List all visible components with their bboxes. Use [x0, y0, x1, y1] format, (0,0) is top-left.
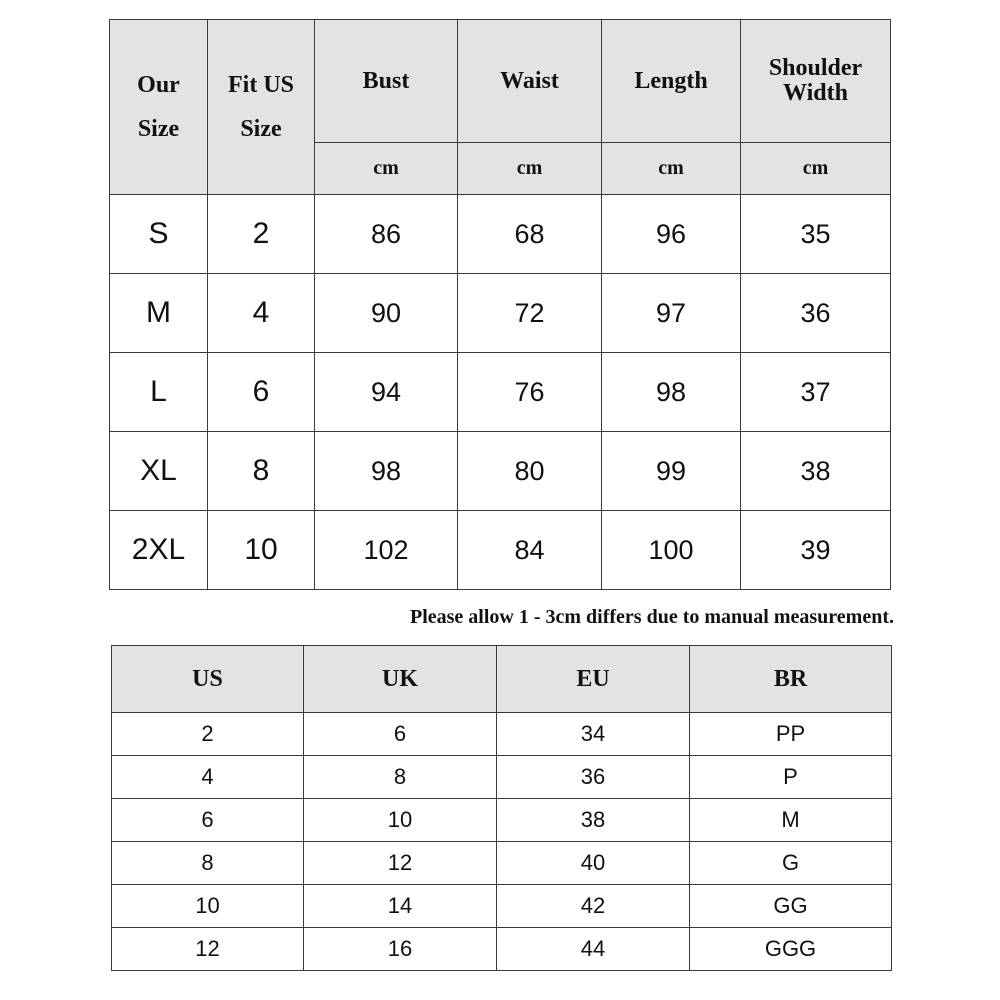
conversion-row: [112, 928, 892, 971]
br-cell: M: [690, 799, 892, 842]
waist-cell: 80: [458, 432, 602, 511]
unit-length: cm: [602, 143, 741, 195]
unit-waist: cm: [458, 143, 602, 195]
unit-shoulder: cm: [741, 143, 891, 195]
eu-cell: 40: [497, 842, 690, 885]
eu-cell: 36: [497, 756, 690, 799]
waist-cell: 76: [458, 353, 602, 432]
shoulder-cell: 37: [741, 353, 891, 432]
us-cell: 2: [112, 713, 304, 756]
bust-cell: 94: [315, 353, 458, 432]
our-size-cell: XL: [110, 432, 208, 511]
shoulder-cell: 39: [741, 511, 891, 590]
length-cell: 99: [602, 432, 741, 511]
header-our-size: Our Size: [110, 20, 208, 195]
br-cell: GG: [690, 885, 892, 928]
br-cell: GGG: [690, 928, 892, 971]
our-size-cell: L: [110, 353, 208, 432]
us-cell: 4: [112, 756, 304, 799]
conversion-row: [112, 885, 892, 928]
size-chart-table: [109, 19, 891, 590]
shoulder-cell: 36: [741, 274, 891, 353]
header-shoulder-width: Shoulder Width: [741, 20, 891, 143]
size-chart-header-row: [110, 20, 891, 143]
length-cell: 97: [602, 274, 741, 353]
bust-cell: 102: [315, 511, 458, 590]
conversion-row: [112, 799, 892, 842]
br-cell: G: [690, 842, 892, 885]
header-fit-us-size: Fit US Size: [208, 20, 315, 195]
uk-cell: 16: [304, 928, 497, 971]
eu-cell: 38: [497, 799, 690, 842]
size-row: [110, 432, 891, 511]
us-cell: 12: [112, 928, 304, 971]
us-cell: 6: [112, 799, 304, 842]
header-eu: EU: [497, 646, 690, 713]
bust-cell: 86: [315, 195, 458, 274]
header-length: Length: [602, 20, 741, 143]
conversion-row: [112, 713, 892, 756]
br-cell: P: [690, 756, 892, 799]
unit-bust: cm: [315, 143, 458, 195]
conversion-row: [112, 756, 892, 799]
uk-cell: 6: [304, 713, 497, 756]
bust-cell: 98: [315, 432, 458, 511]
our-size-cell: S: [110, 195, 208, 274]
bust-cell: 90: [315, 274, 458, 353]
measurement-note: Please allow 1 - 3cm differs due to manual measurement.: [409, 606, 894, 628]
length-cell: 100: [602, 511, 741, 590]
waist-cell: 68: [458, 195, 602, 274]
uk-cell: 14: [304, 885, 497, 928]
length-cell: 96: [602, 195, 741, 274]
header-bust: Bust: [315, 20, 458, 143]
uk-cell: 12: [304, 842, 497, 885]
us-size-cell: 8: [208, 432, 315, 511]
eu-cell: 42: [497, 885, 690, 928]
us-cell: 10: [112, 885, 304, 928]
us-size-cell: 10: [208, 511, 315, 590]
our-size-cell: 2XL: [110, 511, 208, 590]
us-size-cell: 6: [208, 353, 315, 432]
conversion-header-row: [112, 646, 892, 713]
br-cell: PP: [690, 713, 892, 756]
eu-cell: 34: [497, 713, 690, 756]
uk-cell: 8: [304, 756, 497, 799]
uk-cell: 10: [304, 799, 497, 842]
size-row: [110, 511, 891, 590]
size-row: [110, 195, 891, 274]
waist-cell: 72: [458, 274, 602, 353]
header-waist: Waist: [458, 20, 602, 143]
us-size-cell: 4: [208, 274, 315, 353]
header-br: BR: [690, 646, 892, 713]
our-size-cell: M: [110, 274, 208, 353]
size-conversion-table: [111, 645, 892, 971]
size-row: [110, 353, 891, 432]
header-us: US: [112, 646, 304, 713]
us-cell: 8: [112, 842, 304, 885]
eu-cell: 44: [497, 928, 690, 971]
conversion-row: [112, 842, 892, 885]
shoulder-cell: 35: [741, 195, 891, 274]
shoulder-cell: 38: [741, 432, 891, 511]
us-size-cell: 2: [208, 195, 315, 274]
size-row: [110, 274, 891, 353]
header-uk: UK: [304, 646, 497, 713]
length-cell: 98: [602, 353, 741, 432]
waist-cell: 84: [458, 511, 602, 590]
